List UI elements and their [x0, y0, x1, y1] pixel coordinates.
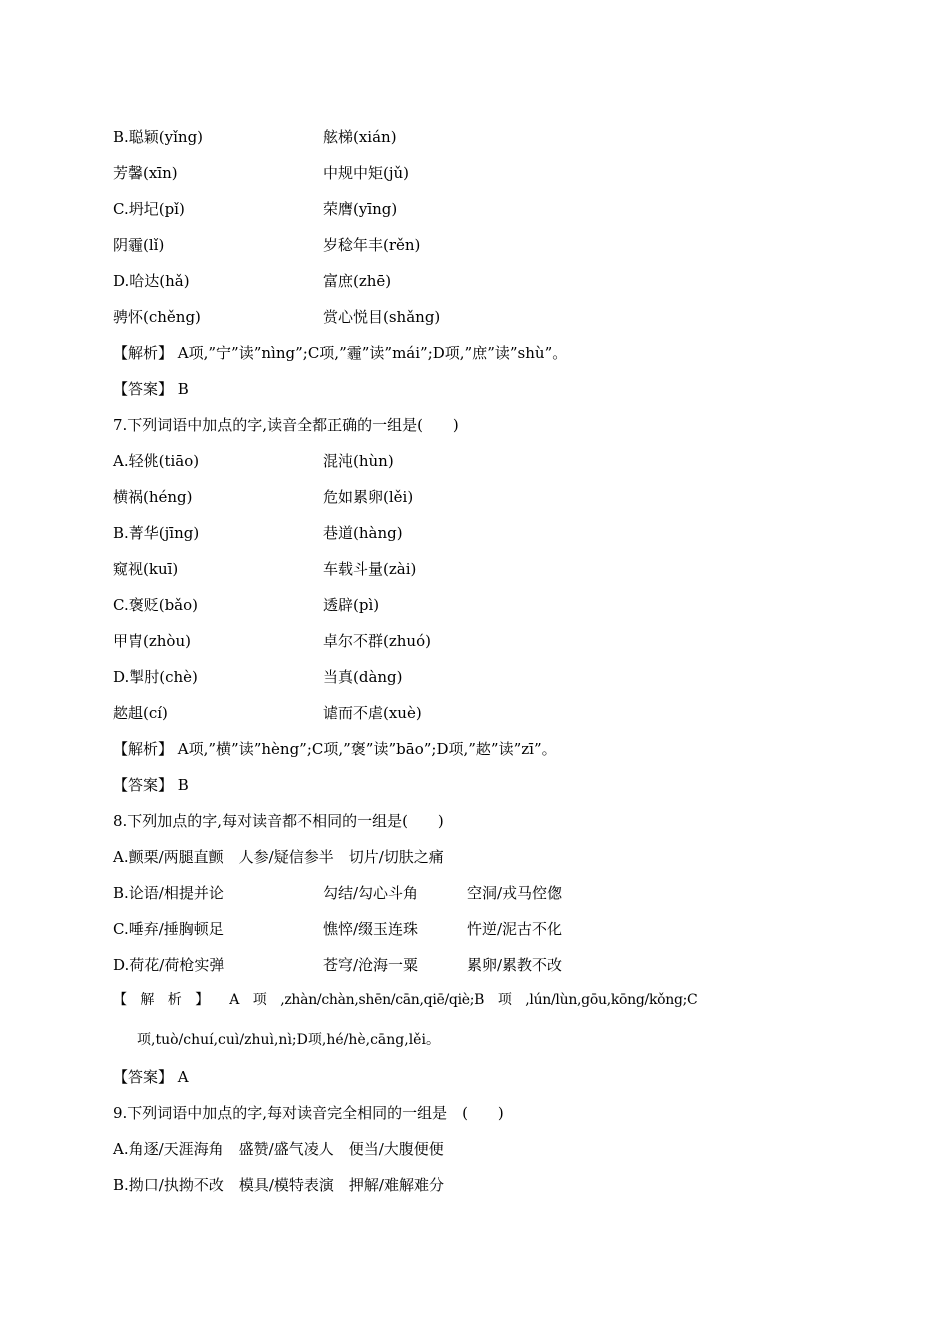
q7-option-row [0, 667, 950, 687]
q7-option: C.褒贬(bǎo) [113, 596, 198, 614]
q7-option: 窥视(kuī) [113, 560, 179, 578]
q9-option-a: A.角逐/天涯海角 盛赞/盛气凌人 便当/大腹便便 [113, 1140, 444, 1158]
q9-option-b: B.拗口/执拗不改 模具/模特表演 押解/难解难分 [113, 1176, 444, 1194]
q7-option-row [0, 523, 950, 543]
q7-analysis: 【解析】 A项,”横”读”hèng”;C项,”褒”读”bāo”;D项,”趑”读”zī”。 [113, 740, 557, 758]
q8-option-row [0, 919, 950, 939]
q7-option: D.掣肘(chè) [113, 668, 198, 686]
q6-option: 芳馨(xīn) [113, 164, 178, 182]
q6-option: D.哈达(hǎ) [113, 272, 190, 290]
q6-option: B.聪颖(yǐng) [113, 128, 204, 146]
q8-option: B.论语/相提并论 [113, 884, 224, 902]
q8-answer: 【答案】 A [113, 1068, 189, 1086]
q7-option: A.轻佻(tiāo) [113, 452, 200, 470]
q7-option: 危如累卵(lěi) [323, 488, 414, 506]
q6-analysis: 【解析】 A项,”宁”读”nìng”;C项,”霾”读”mái”;D项,”庶”读”shù”。 [113, 344, 568, 362]
q7-option: 卓尔不群(zhuó) [323, 632, 431, 650]
q7-answer: 【答案】 B [113, 776, 189, 794]
q7-option: 趑趄(cí) [113, 704, 168, 722]
q6-option: 富庶(zhē) [323, 272, 392, 290]
q7-option-row [0, 559, 950, 579]
q6-option: 荣膺(yīng) [323, 200, 398, 218]
q7-option: 当真(dàng) [323, 668, 403, 686]
q7-option: 谑而不虐(xuè) [323, 704, 422, 722]
q7-option-row [0, 451, 950, 471]
q6-option: 赏心悦目(shǎng) [323, 308, 441, 326]
q6-option: 岁稔年丰(rěn) [323, 236, 421, 254]
q7-option: 混沌(hùn) [323, 452, 394, 470]
q6-option-row [0, 235, 950, 255]
q8-analysis-line1: 【 解 析 】 A 项 ,zhàn/chàn,shēn/cān,qiē/qiè;B 项 ,lún/lùn,gōu,kōng/kǒng;C [113, 992, 698, 1008]
q7-option: 横祸(héng) [113, 488, 193, 506]
q7-option: 透辟(pì) [323, 596, 380, 614]
q6-option-row [0, 307, 950, 327]
q6-option: 舷梯(xián) [323, 128, 397, 146]
q6-option-row [0, 271, 950, 291]
q8-option: 勾结/勾心斗角 [323, 884, 419, 902]
q8-option-a: A.颤栗/两腿直颤 人参/疑信参半 切片/切肤之痛 [113, 848, 444, 866]
q8-option: 憔悴/缀玉连珠 [323, 920, 419, 938]
q8-analysis-line2: 项,tuò/chuí,cuì/zhuì,nì;D项,hé/hè,cāng,lěi。 [137, 1032, 440, 1048]
q7-option-row [0, 703, 950, 723]
q6-option-row [0, 163, 950, 183]
q9-question: 9.下列词语中加点的字,每对读音完全相同的一组是 ( ) [113, 1104, 504, 1122]
q8-option: C.唾弃/捶胸顿足 [113, 920, 224, 938]
q8-question: 8.下列加点的字,每对读音都不相同的一组是( ) [113, 812, 444, 830]
q8-option: 苍穹/沧海一粟 [323, 956, 419, 974]
q8-option-row [0, 883, 950, 903]
q7-option: B.菁华(jīng) [113, 524, 200, 542]
q6-option: C.坍圮(pǐ) [113, 200, 185, 218]
q6-option-row [0, 127, 950, 147]
q6-option-row [0, 199, 950, 219]
q7-question: 7.下列词语中加点的字,读音全都正确的一组是( ) [113, 416, 459, 434]
q7-option: 巷道(hàng) [323, 524, 403, 542]
q7-option-row [0, 595, 950, 615]
q8-option-row [0, 955, 950, 975]
q7-option: 甲胄(zhòu) [113, 632, 191, 650]
q6-option: 中规中矩(jǔ) [323, 164, 410, 182]
q6-option: 阴霾(lǐ) [113, 236, 165, 254]
q7-option-row [0, 487, 950, 507]
q8-option: 空洞/戎马倥偬 [467, 884, 563, 902]
q8-option: 累卵/累教不改 [467, 956, 563, 974]
q8-option: 忤逆/泥古不化 [467, 920, 563, 938]
q7-option-row [0, 631, 950, 651]
q6-answer: 【答案】 B [113, 380, 189, 398]
q6-option: 骋怀(chěng) [113, 308, 201, 326]
q7-option: 车载斗量(zài) [323, 560, 417, 578]
q8-option: D.荷花/荷枪实弹 [113, 956, 225, 974]
